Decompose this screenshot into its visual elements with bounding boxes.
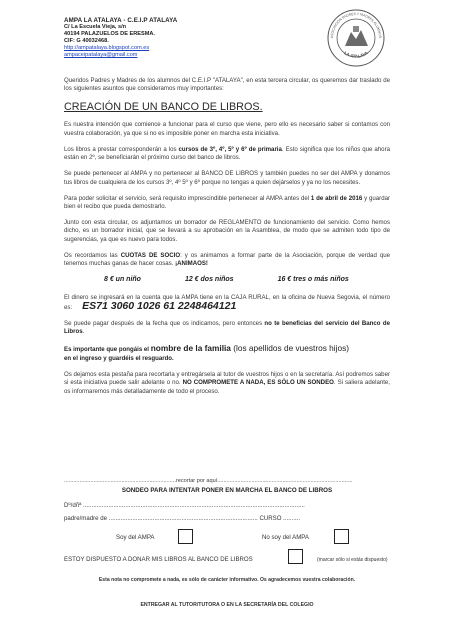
- text: Os recordamos las: [64, 251, 121, 259]
- text: : y os animamos a formar parte de la Asociación, porque de verdad que tenemos muchas ganas de hacer cosas.: [64, 251, 390, 268]
- donate-label: ESTOY DISPUESTO A DONAR MIS LIBROS AL BANCO DE LIBROS: [64, 556, 253, 563]
- paragraph-intention: Es nuestra intención que comience a funcionar para el curso que viene, pero ello es necesario saber si contamos con vuestra colaboración, ya que si no es imposible poner en marcha esta iniciativa.: [64, 121, 390, 137]
- letterhead: [64, 17, 314, 59]
- non-member-label: No soy del AMPA: [262, 534, 309, 541]
- course-label: CURSO: [259, 515, 282, 522]
- fee-three-children: 16 € tres o más niños: [277, 276, 349, 284]
- tower-icon: [353, 26, 359, 32]
- non-member-checkbox[interactable]: [334, 529, 349, 544]
- svg-text:ASOCIACION PADRES Y MADRES ALU: [330, 12, 382, 39]
- fee-one-child: 8 € un niño: [104, 276, 141, 284]
- cut-line: ........................................................................recortar por aquí.......................................................................................: [64, 478, 353, 484]
- child-name-field[interactable]: ........................................................................................: [108, 515, 258, 522]
- letter-body: [64, 77, 390, 404]
- paragraph-deadline: [64, 195, 390, 212]
- text: . Esto significa que los niños que ahora están en 2º, se beneficiarán el próximo curso del banco de libros.: [64, 145, 390, 162]
- seal-top-text: ASOCIACION PADRES Y MADRES ALUMNOS: [329, 11, 383, 39]
- course-field[interactable]: ..........: [283, 515, 301, 522]
- paragraph-late-payment: [64, 320, 390, 337]
- name-label: Dº/dñª: [64, 502, 82, 509]
- paragraph-membership: Se puede pertenecer al AMPA y no pertenecer al BANCO DE LIBROS y también puedes no ser del AMPA y donarnos tus libros de cualquiera de los cursos 3º, 4º 5º y 6º porque no tengas a quien dejárselos y ya no los necesites.: [64, 170, 390, 186]
- paragraph-courses: [64, 146, 390, 163]
- paragraph-family-name: [64, 344, 390, 363]
- late-payment-warning: no te beneficias del servicio del Banco de Libros: [64, 320, 390, 336]
- disclaimer-note: Esta nota no compromete a nada, es sólo de carácter informativo. Os agradecemos vuestra colaboración.: [98, 577, 356, 583]
- iban-number: ES71 3060 1026 61 2248464121: [82, 300, 237, 313]
- courses-highlight: cursos de 3º, 4º, 5º y 6º de primaria: [178, 145, 282, 153]
- blog-link[interactable]: http://ampatalaya.blogspot.com.es: [64, 45, 150, 52]
- paragraph-regulation: Junto con esta circular, os adjuntamos un borrador de REGLAMENTO de funcionamiento del servicio. Como hemos dicho, es un borrador inicial, que se llevará a su aprobación en la Asamblea, de modo que se admiten todo tipo de sugerencias, ya que es nuevo para todos.: [64, 219, 390, 243]
- svg-text:LA ATALAYA: [343, 50, 369, 59]
- name-row: [64, 502, 394, 509]
- text: Es importante que pongáis el: [64, 346, 151, 354]
- paragraph-fees: [64, 252, 390, 269]
- parent-label: padre/madre de: [64, 515, 108, 522]
- text: Para poder solicitar el servicio, será requisito imprescindible pertenecer al AMPA antes del: [64, 194, 311, 202]
- text: .: [82, 328, 85, 336]
- association-name: AMPA LA ATALAYA - C.E.I.P ATALAYA: [64, 17, 178, 24]
- text: en el ingreso y guardéis el resguardo.: [64, 354, 174, 362]
- text: El dinero se ingresará en la cuenta que la AMPA tiene en la CAJA RURAL, en la oficina de Nueva Segovia, el número es:: [64, 293, 390, 312]
- text: y guardar bien el recibo que pueda demostrarlo.: [64, 194, 391, 211]
- delivery-instructions: ENTREGAR AL TUTOR/TUTORA O EN LA SECRETARÍA DEL COLEGIO: [140, 602, 314, 608]
- parent-row: [64, 515, 394, 522]
- no-commitment-notice: NO COMPROMETE A NADA, ES SÓLO UN SONDEO: [182, 379, 334, 387]
- member-label: Soy del AMPA: [116, 534, 155, 541]
- text: . Si saliera adelante, os informaremos más detalladamente de todo el proceso.: [64, 379, 391, 395]
- mountain-icon: [345, 30, 368, 46]
- email-link[interactable]: ampaceipatalaya@gmail.com: [64, 52, 138, 59]
- donate-hint: (marcar sólo si estás dispuesto): [317, 557, 388, 563]
- cheer-text: ¡ANIMAOS!: [175, 260, 208, 268]
- survey-title: SONDEO PARA INTENTAR PONER EN MARCHA EL BANCO DE LIBROS: [121, 487, 333, 494]
- association-seal-icon: [326, 8, 386, 68]
- city-address: 40194 PALAZUELOS DE ERESMA.: [64, 31, 155, 38]
- fee-list: [104, 276, 390, 284]
- text: Los libros a prestar corresponderán a los: [64, 145, 179, 153]
- text: (los apellidos de vuestros hijos): [230, 343, 349, 354]
- deadline-date: 1 de abril de 2016: [310, 194, 363, 202]
- text: Os dejamos esta pestaña para recortarla y entregársela al tutor de vuestros hijos o en la secretaría. Así podremos saber si esta iniciativa puede salir adelante o no.: [64, 370, 390, 387]
- cif-number: CIF: G 40032468.: [64, 38, 109, 45]
- intro-paragraph: Queridos Padres y Madres de los alumnos del C.E.I.P "ATALAYA", en esta tercera circular, os queremos dar traslado de los siguientes asuntos que consideramos muy importantes:: [64, 77, 390, 93]
- street-address: C/ La Escuela Vieja, s/n: [64, 24, 127, 31]
- paragraph-bank: [64, 294, 390, 313]
- fees-highlight: CUOTAS DE SOCIO: [120, 251, 181, 259]
- text: Se puede pagar después de la fecha que os indicamos, pero entonces: [64, 320, 265, 328]
- section-title: CREACIÓN DE UN BANCO DE LIBROS.: [64, 101, 263, 114]
- fee-two-children: 12 € dos niños: [184, 276, 234, 284]
- paragraph-cutout: [64, 371, 390, 396]
- member-checkbox[interactable]: [178, 529, 193, 544]
- seal-bottom-text: LA ATALAYA: [343, 50, 369, 59]
- donate-checkbox[interactable]: [288, 549, 303, 564]
- family-name-emphasis: nombre de la familia: [150, 343, 231, 354]
- name-field[interactable]: ...................................................................................................................................: [83, 502, 305, 509]
